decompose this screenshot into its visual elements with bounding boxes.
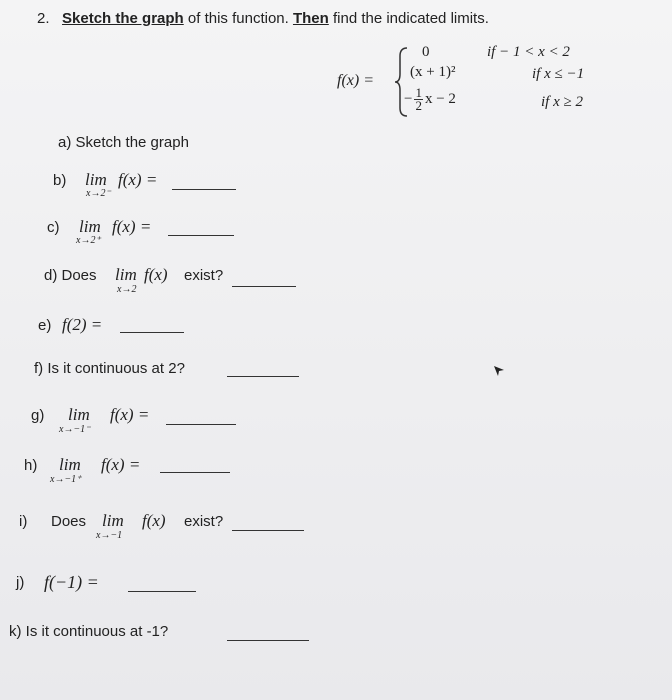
question-g-expr: f(x) = <box>110 405 150 424</box>
case-1-expr: 0 <box>422 44 430 60</box>
answer-blank-f[interactable] <box>227 375 299 377</box>
question-h-sub: x→−1⁺ <box>50 474 82 485</box>
question-b-expr: f(x) = <box>118 170 158 189</box>
header-bold-2: Then <box>292 10 329 27</box>
question-f: f) Is it continuous at 2? <box>34 360 185 377</box>
question-j-expr: f(−1) = <box>44 572 99 592</box>
question-c-sub: x→2⁺ <box>76 235 101 246</box>
question-i-expr: f(x) <box>142 511 166 530</box>
question-h-lim: lim <box>59 455 81 474</box>
case-3-expr: − $\frac{1}{2}$ x − 2 <box>404 85 456 113</box>
question-i-letter: i) <box>19 513 28 530</box>
answer-blank-j[interactable] <box>128 590 196 592</box>
function-lhs: f(x) = <box>337 72 374 89</box>
answer-blank-h[interactable] <box>160 471 230 473</box>
header-text-2: find the indicated limits. <box>328 10 489 27</box>
question-b-lim: lim <box>85 170 107 189</box>
answer-blank-i[interactable] <box>232 529 304 531</box>
question-e-expr: f(2) = <box>62 315 103 334</box>
answer-blank-b[interactable] <box>172 188 236 190</box>
question-b-letter: b) <box>53 172 67 189</box>
cursor-arrow-icon <box>493 365 505 377</box>
answer-blank-e[interactable] <box>120 331 184 333</box>
case-3-cond: if x ≥ 2 <box>541 94 583 110</box>
question-b-sub: x→2⁻ <box>86 188 111 199</box>
question-h-expr: f(x) = <box>101 455 141 474</box>
header-text-1: of this function. <box>183 10 293 27</box>
answer-blank-c[interactable] <box>168 234 234 236</box>
question-g-letter: g) <box>31 407 45 424</box>
question-e-letter: e) <box>38 317 52 334</box>
problem-number: 2. <box>37 10 50 27</box>
question-k: k) Is it continuous at -1? <box>9 623 169 640</box>
question-c-lim: lim <box>79 217 101 236</box>
question-c-expr: f(x) = <box>112 217 152 236</box>
header-bold-1: Sketch the graph <box>62 10 184 27</box>
question-i-word: Does <box>51 513 87 530</box>
question-i-sub: x→−1 <box>96 530 123 541</box>
case-2-expr: (x + 1)² <box>410 64 456 80</box>
case-1-cond: if − 1 < x < 2 <box>487 44 570 60</box>
answer-blank-g[interactable] <box>166 423 236 425</box>
question-d-letter: d) Does <box>44 267 97 284</box>
question-i-tail: exist? <box>184 513 224 530</box>
question-a: a) Sketch the graph <box>58 134 189 151</box>
answer-blank-k[interactable] <box>227 639 309 641</box>
question-j-letter: j) <box>16 574 25 591</box>
question-d-sub: x→2 <box>117 284 137 295</box>
question-g-sub: x→−1⁻ <box>59 424 91 435</box>
question-i-lim: lim <box>102 511 124 530</box>
problem-header <box>37 10 489 27</box>
question-g-lim: lim <box>68 405 90 424</box>
question-d-lim: lim <box>115 265 137 284</box>
case-2-cond: if x ≤ −1 <box>532 66 585 82</box>
answer-blank-d[interactable] <box>232 285 296 287</box>
question-d-tail: exist? <box>184 267 224 284</box>
question-h-letter: h) <box>24 457 38 474</box>
question-c-letter: c) <box>47 219 60 236</box>
question-d-expr: f(x) <box>144 265 168 284</box>
